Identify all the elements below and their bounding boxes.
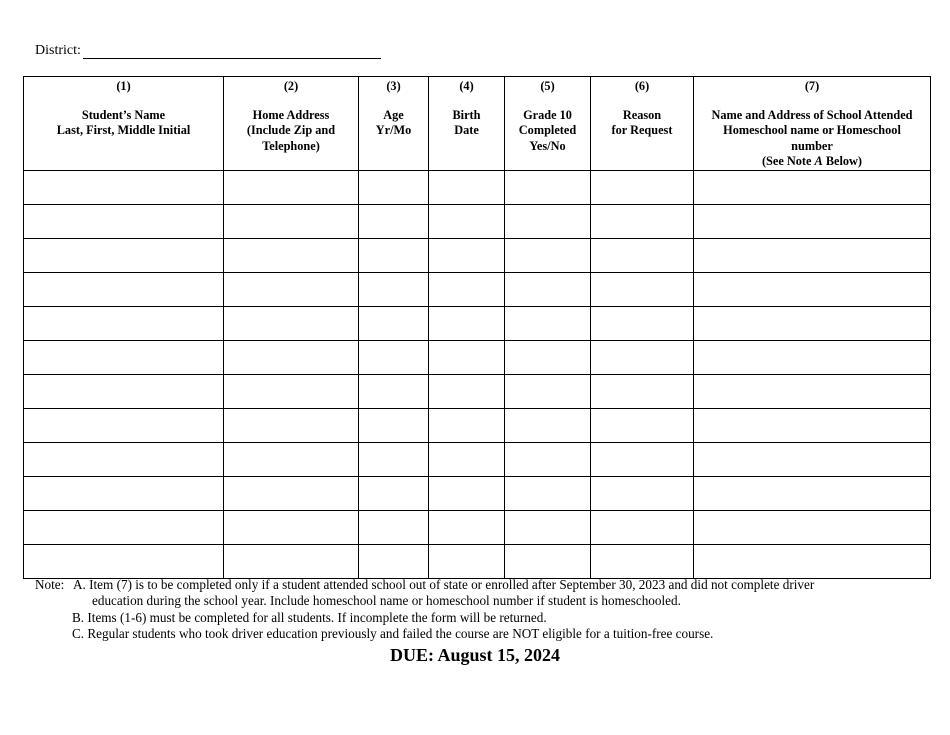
form-cell[interactable] bbox=[429, 204, 505, 238]
table-row bbox=[24, 476, 931, 510]
form-cell[interactable] bbox=[505, 374, 591, 408]
form-cell[interactable] bbox=[429, 544, 505, 578]
due-date: DUE: August 15, 2024 bbox=[389, 645, 561, 665]
form-cell[interactable] bbox=[694, 442, 931, 476]
form-cell[interactable] bbox=[224, 442, 359, 476]
form-cell[interactable] bbox=[359, 204, 429, 238]
col-label: Grade 10 Completed Yes/No bbox=[518, 107, 577, 153]
form-cell[interactable] bbox=[591, 272, 694, 306]
form-cell[interactable] bbox=[591, 204, 694, 238]
form-cell[interactable] bbox=[429, 340, 505, 374]
form-cell[interactable] bbox=[694, 510, 931, 544]
table-row bbox=[24, 272, 931, 306]
table-row bbox=[24, 442, 931, 476]
form-cell[interactable] bbox=[505, 306, 591, 340]
form-cell[interactable] bbox=[24, 476, 224, 510]
form-cell[interactable] bbox=[694, 306, 931, 340]
form-cell[interactable] bbox=[24, 340, 224, 374]
table-row bbox=[24, 170, 931, 204]
notes-section bbox=[35, 577, 935, 643]
form-cell[interactable] bbox=[694, 374, 931, 408]
form-cell[interactable] bbox=[505, 340, 591, 374]
form-cell[interactable] bbox=[694, 340, 931, 374]
note-c: C. Regular students who took driver education previously and failed the course are NOT eligible for a tuition-free course. bbox=[72, 626, 714, 642]
col-label: Birth Date bbox=[452, 107, 481, 137]
form-cell[interactable] bbox=[505, 204, 591, 238]
form-cell[interactable] bbox=[694, 476, 931, 510]
col-label: Name and Address of School Attended Homeschool name or Homeschool number bbox=[711, 107, 913, 153]
district-field bbox=[35, 43, 381, 59]
form-cell[interactable] bbox=[591, 340, 694, 374]
form-cell[interactable] bbox=[359, 374, 429, 408]
col-header-4 bbox=[429, 77, 505, 171]
form-cell[interactable] bbox=[24, 442, 224, 476]
form-cell[interactable] bbox=[224, 476, 359, 510]
form-cell[interactable] bbox=[359, 544, 429, 578]
form-cell[interactable] bbox=[591, 442, 694, 476]
form-cell[interactable] bbox=[591, 306, 694, 340]
form-cell[interactable] bbox=[24, 408, 224, 442]
form-cell[interactable] bbox=[591, 408, 694, 442]
col-num: (2) bbox=[283, 79, 299, 93]
form-cell[interactable] bbox=[359, 442, 429, 476]
col7-note-ref: (See Note A Below) bbox=[761, 154, 863, 168]
col-num: (4) bbox=[459, 79, 474, 93]
form-cell[interactable] bbox=[359, 408, 429, 442]
form-cell[interactable] bbox=[24, 510, 224, 544]
form-cell[interactable] bbox=[24, 238, 224, 272]
form-cell[interactable] bbox=[359, 510, 429, 544]
form-cell[interactable] bbox=[505, 272, 591, 306]
form-cell[interactable] bbox=[591, 476, 694, 510]
district-input-line[interactable] bbox=[83, 44, 381, 59]
form-cell[interactable] bbox=[429, 272, 505, 306]
form-cell[interactable] bbox=[591, 544, 694, 578]
form-cell[interactable] bbox=[505, 510, 591, 544]
form-cell[interactable] bbox=[24, 272, 224, 306]
form-cell[interactable] bbox=[359, 340, 429, 374]
form-cell[interactable] bbox=[505, 544, 591, 578]
form-cell[interactable] bbox=[224, 408, 359, 442]
form-cell[interactable] bbox=[694, 272, 931, 306]
form-cell[interactable] bbox=[359, 238, 429, 272]
form-cell[interactable] bbox=[224, 340, 359, 374]
form-cell[interactable] bbox=[224, 170, 359, 204]
form-cell[interactable] bbox=[429, 170, 505, 204]
form-cell[interactable] bbox=[591, 510, 694, 544]
form-cell[interactable] bbox=[429, 374, 505, 408]
form-cell[interactable] bbox=[224, 544, 359, 578]
form-cell[interactable] bbox=[505, 476, 591, 510]
form-cell[interactable] bbox=[224, 272, 359, 306]
form-cell[interactable] bbox=[24, 306, 224, 340]
col-num: (3) bbox=[386, 79, 401, 93]
form-cell[interactable] bbox=[224, 306, 359, 340]
col-label: Age Yr/Mo bbox=[375, 107, 412, 137]
table-body bbox=[24, 170, 931, 578]
form-cell[interactable] bbox=[505, 442, 591, 476]
district-label: District: bbox=[35, 43, 81, 58]
note-a-line1: A. Item (7) is to be completed only if a student attended school out of state or enrolled after September 30, 2023 and did not complete driver bbox=[73, 577, 815, 592]
col-label: Student’s Name Last, First, Middle Initial bbox=[56, 107, 191, 137]
form-cell[interactable] bbox=[24, 544, 224, 578]
form-cell[interactable] bbox=[591, 170, 694, 204]
form-cell[interactable] bbox=[224, 374, 359, 408]
form-cell[interactable] bbox=[24, 170, 224, 204]
table-row bbox=[24, 544, 931, 578]
form-cell[interactable] bbox=[694, 204, 931, 238]
notes-label: Note: bbox=[35, 577, 65, 592]
student-form-table bbox=[23, 76, 931, 579]
form-cell[interactable] bbox=[591, 374, 694, 408]
col-header-3 bbox=[359, 77, 429, 171]
form-cell[interactable] bbox=[694, 238, 931, 272]
form-cell[interactable] bbox=[505, 238, 591, 272]
form-cell[interactable] bbox=[224, 238, 359, 272]
form-cell[interactable] bbox=[224, 510, 359, 544]
table-row bbox=[24, 204, 931, 238]
col-num: (5) bbox=[540, 79, 555, 93]
form-cell[interactable] bbox=[429, 238, 505, 272]
note-b: B. Items (1-6) must be completed for all students. If incomplete the form will be returned. bbox=[72, 609, 547, 625]
table-row bbox=[24, 306, 931, 340]
col-num: (7) bbox=[804, 79, 820, 93]
form-cell[interactable] bbox=[24, 374, 224, 408]
form-cell[interactable] bbox=[429, 442, 505, 476]
col-label: Home Address (Include Zip and Telephone) bbox=[246, 107, 336, 153]
form-cell[interactable] bbox=[359, 476, 429, 510]
form-cell[interactable] bbox=[429, 306, 505, 340]
note-a-line2: education during the school year. Include homeschool name or homeschool number if student is homeschooled. bbox=[92, 593, 681, 609]
form-cell[interactable] bbox=[694, 170, 931, 204]
table-row bbox=[24, 374, 931, 408]
table-row bbox=[24, 408, 931, 442]
col-header-5 bbox=[505, 77, 591, 171]
col-num: (6) bbox=[634, 79, 650, 93]
col-header-6 bbox=[591, 77, 694, 171]
header-row bbox=[24, 77, 931, 171]
form-cell[interactable] bbox=[359, 272, 429, 306]
table-row bbox=[24, 510, 931, 544]
form-cell[interactable] bbox=[359, 170, 429, 204]
form-cell[interactable] bbox=[591, 238, 694, 272]
form-cell[interactable] bbox=[505, 408, 591, 442]
form-cell[interactable] bbox=[694, 408, 931, 442]
form-cell[interactable] bbox=[505, 170, 591, 204]
form-cell[interactable] bbox=[429, 408, 505, 442]
form-cell[interactable] bbox=[429, 510, 505, 544]
form-cell[interactable] bbox=[359, 306, 429, 340]
col-header-1 bbox=[24, 77, 224, 171]
col-header-7 bbox=[694, 77, 931, 171]
table-row bbox=[24, 238, 931, 272]
form-cell[interactable] bbox=[224, 204, 359, 238]
col-label: Reason for Request bbox=[611, 107, 673, 137]
form-cell[interactable] bbox=[24, 204, 224, 238]
table-row bbox=[24, 340, 931, 374]
col-num: (1) bbox=[116, 79, 131, 93]
col-header-2 bbox=[224, 77, 359, 171]
form-cell[interactable] bbox=[694, 544, 931, 578]
form-cell[interactable] bbox=[429, 476, 505, 510]
